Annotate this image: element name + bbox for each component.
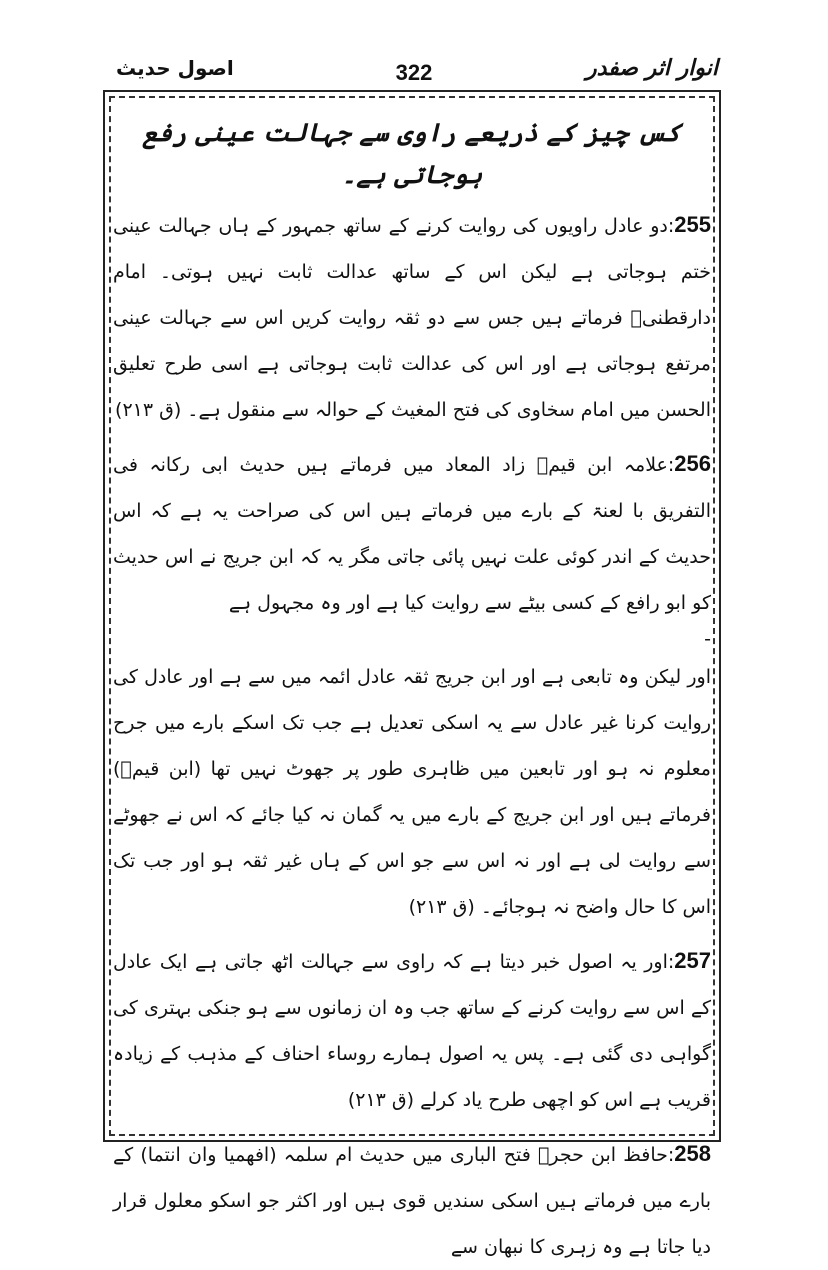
paragraph-256 bbox=[113, 441, 711, 626]
paragraph-number: 256 bbox=[674, 451, 711, 476]
paragraph-text: اور لیکن وہ تابعی ہے اور ابن جریج ثقہ عادل ائمہ میں سے ہے اور عادل کی روایت کرنا غیر عادل سے یہ اسکی تعدیل ہے جب تک اسکے بارے میں جرح معلوم نہ ہو اور تابعین میں ظاہری طور پر جھوٹ نہیں تھا (ابن قیمؒ) فرماتے ہیں اور ابن جریج کے بارے میں یہ گمان نہ کیا جائے کہ اس نے جھوٹے سے روایت لی ہے اور نہ اس سے جو اس کے ہاں غیر ثقہ ہو اور جب تک اس کا حال واضح نہ ہوجائے۔ (ق ۲۱۳) bbox=[113, 666, 711, 918]
chapter-title: اصول حدیث bbox=[116, 56, 234, 80]
paragraph-number: 257 bbox=[674, 948, 711, 973]
paragraph-257 bbox=[113, 938, 711, 1123]
page-number: 322 bbox=[395, 60, 433, 85]
page-content bbox=[113, 112, 711, 1258]
separator-mark: - bbox=[704, 628, 711, 650]
section-title: کس چیز کے ذریعے راوی سے جہالت عینی رفع ہوجاتی ہے۔ bbox=[142, 118, 682, 189]
paragraph-number: 255 bbox=[674, 212, 711, 237]
paragraph-text: :حافظ ابن حجرؒ فتح الباری میں حدیث ام سلمہ (افھمیا وان انتما) کے بارے میں فرماتے ہیں اسکی سندیں قوی ہیں اور اکثر جو اسکو معلول قرار دیا جاتا ہے وہ زہری کا نبھان سے bbox=[113, 1144, 711, 1258]
paragraph-text: :اور یہ اصول خبر دیتا ہے کہ راوی سے جہالت اٹھ جاتی ہے ایک عادل کے اس سے روایت کرنے کے ساتھ جب وہ ان زمانوں سے ہو جنکی بہتری کی گواہی دی گئی ہے۔ پس یہ اصول ہمارے روساء احناف کے مذہب کے زیادہ قریب ہے اس کو اچھی طرح یاد کرلے (ق ۲۱۳) bbox=[113, 951, 711, 1111]
paragraph-text: :علامہ ابن قیمؒ زاد المعاد میں فرماتے ہیں حدیث ابی رکانہ فی التفریق با لعنۃ کے بارے میں فرماتے ہیں اس کی صراحت یہ ہے کہ اس حدیث کے اندر کوئی علت نہیں پائی جاتی مگر یہ کہ ابن جریج نے اس حدیث کو ابو رافع کے کسی بیٹے سے روایت کیا ہے اور وہ مجہول ہے bbox=[113, 454, 711, 614]
paragraph-258 bbox=[113, 1131, 711, 1270]
page-header bbox=[108, 56, 720, 92]
paragraph-text: :دو عادل راویوں کی روایت کرنے کے ساتھ جمہور کے ہاں جہالت عینی ختم ہوجاتی ہے لیکن اس کے ساتھ عدالت ثابت نہیں ہوتی۔ امام دارقطنیؒ فرماتے ہیں جس سے دو ثقہ روایت کریں اس سے جہالت عینی مرتفع ہوجاتی ہے اور اس کی عدالت ثابت ہوجاتی ہے اسی طرح تعلیق الحسن میں امام سخاوی کی فتح المغیث کے حوالہ سے منقول ہے۔ (ق ۲۱۳) bbox=[113, 215, 711, 421]
paragraph-continuation bbox=[113, 654, 711, 930]
book-title: انوار اثر صفدر bbox=[585, 56, 718, 81]
paragraph-number: 258 bbox=[674, 1141, 711, 1166]
paragraph-255 bbox=[113, 202, 711, 433]
